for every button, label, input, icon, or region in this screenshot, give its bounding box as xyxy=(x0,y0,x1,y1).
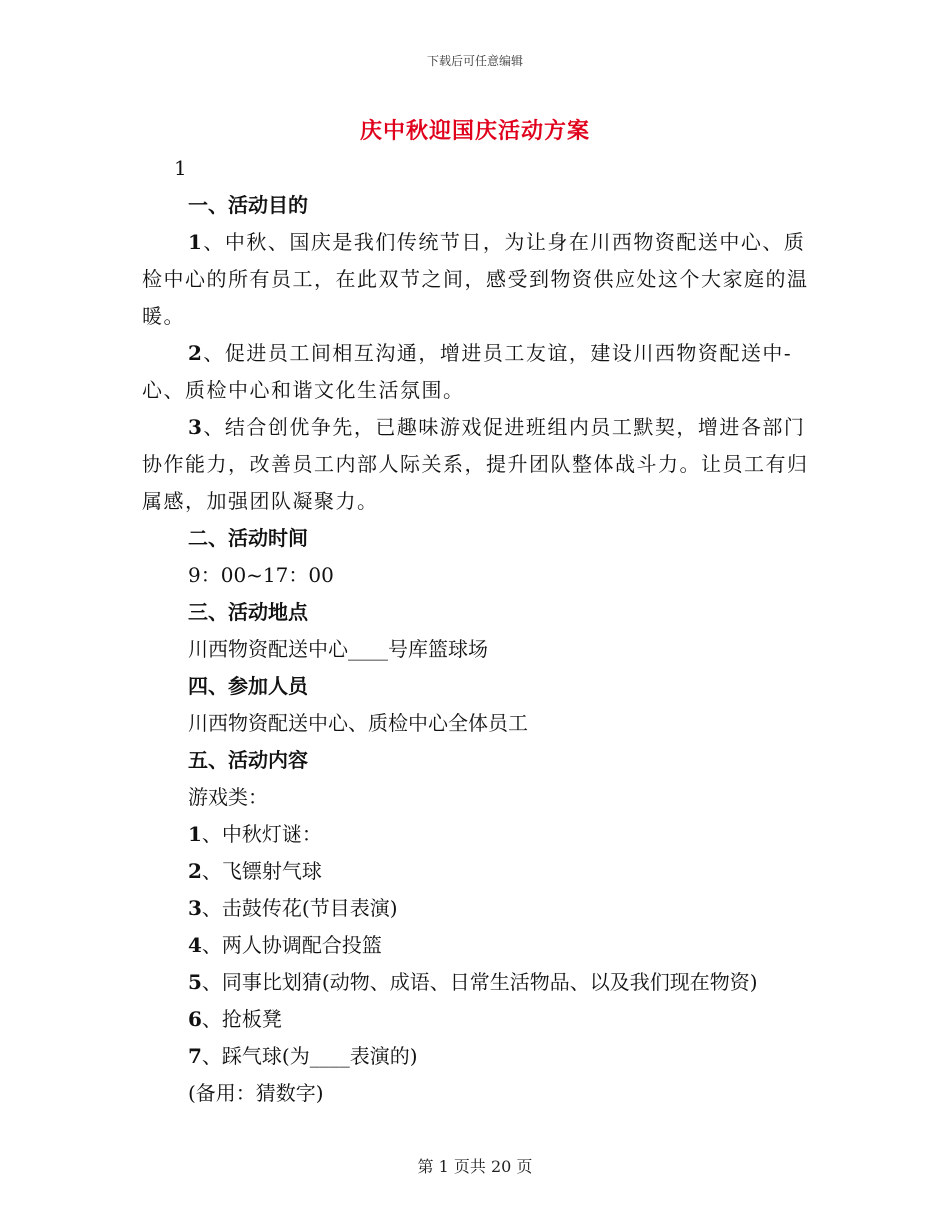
game-item-text: 、中秋灯谜： xyxy=(201,822,322,846)
game-item-number: 6 xyxy=(188,1007,202,1031)
game-item xyxy=(142,853,810,890)
game-item-text: 、抢板凳 xyxy=(201,1007,282,1031)
game-item xyxy=(142,1001,810,1038)
paragraph-1 xyxy=(142,224,810,335)
document-body xyxy=(142,150,810,1112)
page-footer: 第 1 页共 20 页 xyxy=(417,1157,533,1176)
game-item-text: 、同事比划猜(动物、成语、日常生活物品、以及我们现在物资) xyxy=(201,970,758,994)
section-heading-time: 二、活动时间 xyxy=(188,526,308,550)
document-title: 庆中秋迎国庆活动方案 xyxy=(359,118,590,144)
game-item-number: 3 xyxy=(188,896,202,920)
paragraph-3-number: 3 xyxy=(188,415,204,439)
game-item-number: 5 xyxy=(188,970,202,994)
game-item xyxy=(142,964,810,1001)
page-marker: 1 xyxy=(174,156,187,180)
paragraph-1-number: 1 xyxy=(188,230,204,254)
paragraph-3 xyxy=(142,409,810,520)
game-item-text: 、踩气球(为____表演的) xyxy=(201,1044,418,1068)
paragraph-1-text: 、中秋、国庆是我们传统节日，为让身在川西物资配送中心、质检中心的所有员工，在此双节之间，感受到物资供应处这个大家庭的温暖。 xyxy=(142,230,809,328)
backup-game: (备用：猜数字) xyxy=(188,1081,324,1105)
activity-location: 川西物资配送中心____号库篮球场 xyxy=(188,637,488,661)
paragraph-3-text: 、结合创优争先，已趣味游戏促进班组内员工默契，增进各部门协作能力，改善员工内部人际关系，提升团队整体战斗力。让员工有归属感，加强团队凝聚力。 xyxy=(142,415,809,513)
game-item xyxy=(142,927,810,964)
paragraph-2 xyxy=(142,335,810,409)
games-intro: 游戏类： xyxy=(188,785,268,809)
game-item-text: 、击鼓传花(节目表演) xyxy=(201,896,398,920)
game-item xyxy=(142,890,810,927)
section-heading-purpose: 一、活动目的 xyxy=(188,193,308,217)
game-item-number: 4 xyxy=(188,933,202,957)
section-heading-participants: 四、参加人员 xyxy=(188,674,308,698)
participants: 川西物资配送中心、质检中心全体员工 xyxy=(188,711,528,735)
game-item-number: 2 xyxy=(188,859,202,883)
game-item-text: 、两人协调配合投篮 xyxy=(201,933,382,957)
game-item xyxy=(142,1038,810,1075)
game-item xyxy=(142,816,810,853)
header-note: 下载后可任意编辑 xyxy=(426,54,523,68)
game-item-number: 1 xyxy=(188,822,202,846)
section-heading-content: 五、活动内容 xyxy=(188,748,308,772)
game-item-number: 7 xyxy=(188,1044,202,1068)
activity-time: 9：00~17：00 xyxy=(188,563,334,587)
paragraph-2-number: 2 xyxy=(188,341,204,365)
paragraph-2-text: 、促进员工间相互沟通，增进员工友谊，建设川西物资配送中-心、质检中心和谐文化生活氛围。 xyxy=(142,341,793,402)
game-item-text: 、飞镖射气球 xyxy=(201,859,322,883)
section-heading-location: 三、活动地点 xyxy=(188,600,308,624)
